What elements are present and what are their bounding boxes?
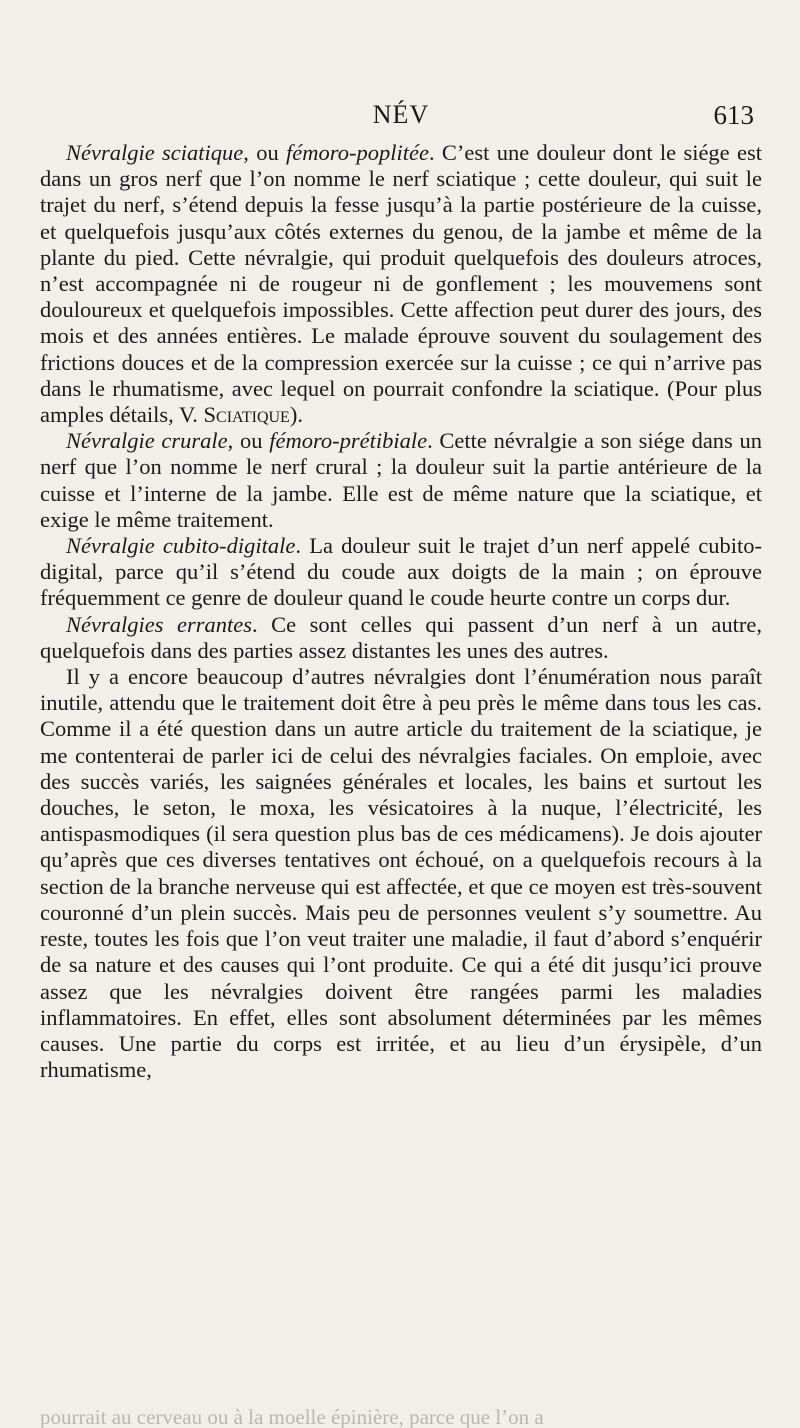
separator: . [295,533,310,559]
body-text [40,140,762,1083]
separator: . [427,428,440,454]
paragraph-cubito-digitale [40,533,762,612]
paragraph-text: Il y a encore beaucoup d’autres névralgies dont l’énumération nous paraît inutile, attendu que le traitement doit être à peu près le même dans tous les cas. Comme il a été question dans un autre article du traitement de la sciatique, je me contenterai de parler ici de celui des névralgies faciales. On emploie, avec des succès variés, les saignées générales et locales, les bains et surtout les douches, le seton, le moxa, les vésicatoires à la nuque, l’électricité, les antispasmodiques (il sera question plus bas de ces médicamens). Je dois ajouter qu’après que ces diverses tentatives ont échoué, on a quelquefois recours à la section de la branche nerveuse qui est affectée, et que ce moyen est très-souvent couronné d’un plein succès. Mais peu de personnes veulent s’y soumettre. Au reste, toutes les fois que l’on veut traiter une maladie, il faut d’abord s’enquérir de sa nature et des causes qui l’ont produite. Ce qui a été dit jusqu’ici prouve assez que les névralgies doivent être rangées parmi les maladies inflammatoires. En effet, elles sont absolument déterminées par les mêmes causes. Une partie du corps est irritée, et au lieu d’un érysipèle, d’un rhumatisme, [40,664,762,1083]
running-head [40,100,762,140]
paragraph-text: Cette névralgie a son siége dans un nerf que l’on nomme le nerf crural ; la douleur suit la partie antérieure de la cuisse et l’interne de la jambe. Elle est de même nature que la sciatique, et exige le même traitement. [40,428,763,532]
cross-reference-prefix: V. [178,402,204,428]
paragraph-traitement [40,664,762,1083]
paragraph-lead: Névralgie crurale [66,428,228,454]
cross-reference-suffix: ). [289,402,303,428]
bleed-through-text: pourrait au cerveau ou à la moelle épinière, parce que l’on a [40,1406,544,1428]
paragraph-errantes [40,612,762,664]
paragraph-text: Ce sont celles qui passent d’un nerf à un autre, quelquefois dans des parties assez distantes les unes des autres. [40,611,762,663]
page-number: 613 [713,100,754,130]
paragraph-lead: Névralgie cubito-digitale [66,533,296,559]
running-head-title: NÉV [372,100,430,129]
separator: , ou [227,428,270,454]
cross-reference: Sciatique [203,402,290,428]
paragraph-lead: Névralgie sciatique [66,140,244,165]
separator: . [252,611,272,637]
paragraph-lead: Névralgies errantes [66,611,252,637]
separator: . [428,140,442,165]
paragraph-text: C’est une douleur dont le siége est dans un gros nerf que l’on nomme le nerf sciatique ; cette douleur, qui suit le trajet du nerf, s’étend depuis la fesse jusqu’à la partie postérieure de la cuisse, et quelquefois jusqu’aux côtés externes du genou, de la jambe et même de la plante du pied. Cette névralgie, qui produit quelquefois des douleurs atroces, n’est accompagnée ni de rougeur ni de gonflement ; les mouvemens sont douloureux et quelquefois impossibles. Cette affection peut durer des jours, des mois et des années entières. Le malade éprouve souvent du soulagement des frictions douces et de la compression exercée sur la cuisse ; ce qui n’arrive pas dans le rhumatisme, avec lequel on pourrait confondre la sciatique. (Pour plus amples détails, [40,140,762,428]
alternate-name: fémoro-poplitée [286,140,429,165]
separator: , ou [243,140,287,165]
paragraph-crurale [40,428,762,533]
alternate-name: fémoro-prétibiale [269,428,428,454]
paragraph-text: La douleur suit le trajet d’un nerf appelé cubito-digital, parce qu’il s’étend du coude aux doigts de la main ; on éprouve fréquemment ce genre de douleur quand le coude heurte contre un corps dur. [40,533,762,611]
paragraph-sciatique [40,140,762,428]
